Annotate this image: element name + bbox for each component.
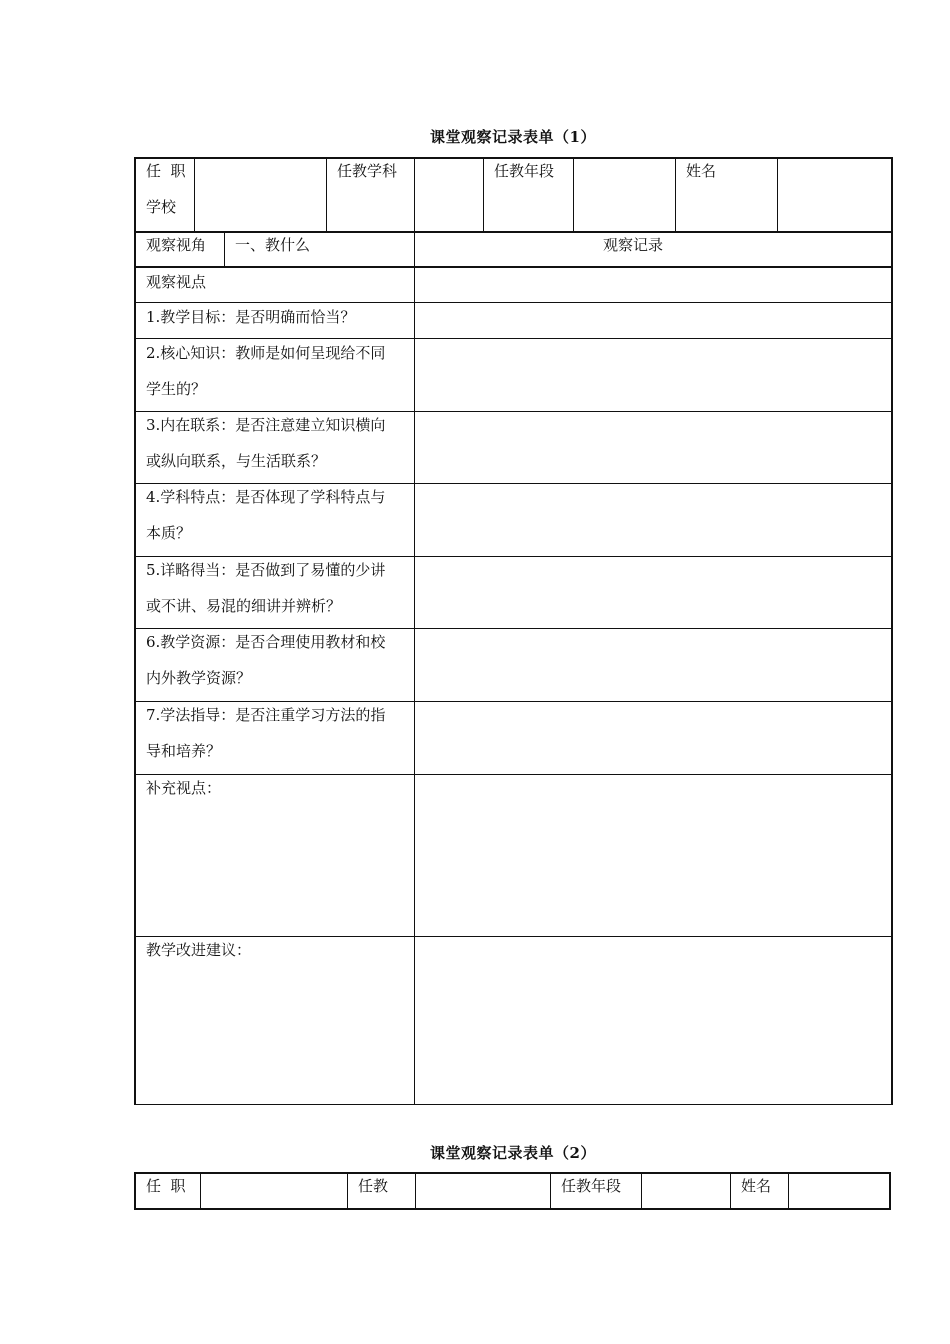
point-5-record[interactable]: [415, 557, 891, 628]
point-6-record[interactable]: [415, 629, 891, 701]
point-5: 5.详略得当：是否做到了易懂的少讲 或不讲、易混的细讲并辨析？: [146, 561, 386, 615]
point-1-record[interactable]: [415, 303, 891, 338]
form2-grade-field[interactable]: [642, 1174, 730, 1208]
school-label: 任 职 学校: [146, 162, 186, 216]
record-label: 观察记录: [602, 236, 663, 254]
suggestion-label: 教学改进建议：: [146, 941, 252, 959]
supplement-label: 补充视点：: [146, 779, 222, 797]
angle-label: 观察视角: [146, 236, 207, 254]
form2-school-field[interactable]: [201, 1174, 347, 1208]
point-1: 1.教学目标：是否明确而恰当？: [146, 308, 356, 326]
point-3-record[interactable]: [415, 412, 891, 483]
point-4-record[interactable]: [415, 484, 891, 556]
grade-field[interactable]: [574, 159, 675, 231]
point-2-record[interactable]: [415, 339, 891, 411]
subject-field[interactable]: [415, 159, 483, 231]
suggestion-record[interactable]: [415, 937, 891, 1104]
point-4: 4.学科特点：是否体现了学科特点与 本质？: [146, 488, 386, 542]
points-label: 观察视点: [146, 273, 207, 291]
point-7-record[interactable]: [415, 702, 891, 774]
form1-title: 课堂观察记录表单（1）: [430, 128, 596, 146]
school-field[interactable]: [195, 159, 326, 231]
point-6: 6.教学资源：是否合理使用教材和校 内外教学资源？: [146, 633, 386, 687]
form2-school-label: 任 职: [146, 1177, 186, 1195]
point-7: 7.学法指导：是否注重学习方法的指 导和培养？: [146, 706, 386, 760]
form2-subject-field[interactable]: [416, 1174, 550, 1208]
form2-name-label: 姓名: [741, 1177, 772, 1195]
name-field[interactable]: [778, 159, 891, 231]
grade-label: 任教年段: [494, 162, 555, 180]
form2-grade-label: 任教年段: [561, 1177, 622, 1195]
points-record[interactable]: [415, 267, 891, 302]
supplement-record[interactable]: [415, 775, 891, 936]
point-2: 2.核心知识：教师是如何呈现给不同 学生的？: [146, 344, 386, 398]
name-label: 姓名: [686, 162, 717, 180]
subject-label: 任教学科: [337, 162, 398, 180]
point-3: 3.内在联系：是否注意建立知识横向 或纵向联系，与生活联系？: [146, 416, 386, 470]
form2-subject-label: 任教: [358, 1177, 389, 1195]
form2-name-field[interactable]: [789, 1174, 889, 1208]
form2-title: 课堂观察记录表单（2）: [430, 1144, 596, 1162]
angle-value: 一、教什么: [235, 236, 311, 254]
